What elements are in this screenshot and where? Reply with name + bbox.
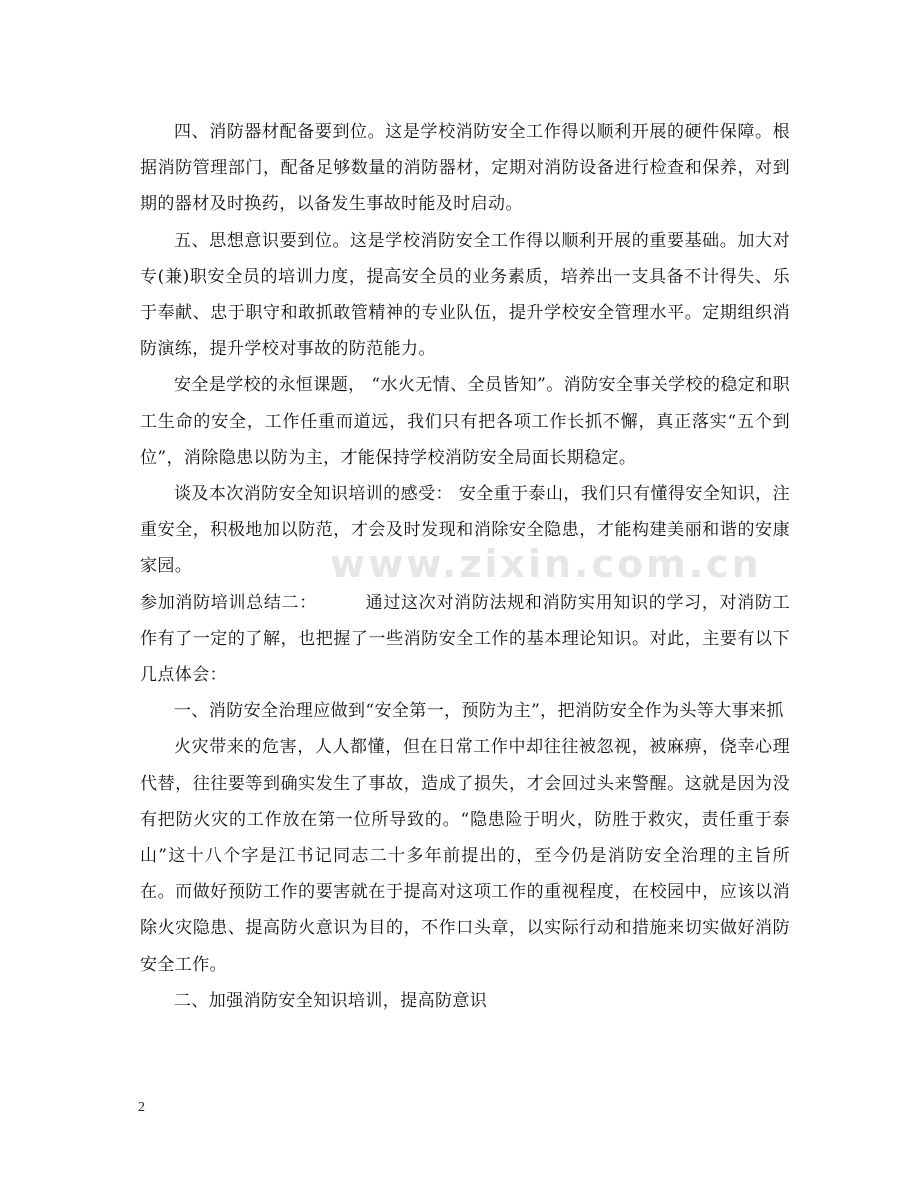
paragraph: 谈及本次消防安全知识培训的感受： 安全重于泰山，我们只有懂得安全知识，注重安全，积极地加以防范，才会及时发现和消除安全隐患，才能构建美丽和谐的安康家园。 [140,484,790,577]
paragraph: 二、加强消防安全知识培训，提高防意识 [174,990,488,1011]
paragraph: 火灾带来的危害，人人都懂，但在日常工作中却往往被忽视，被麻痹，侥幸心理代替，往往要等到确实发生了事故，造成了损失，才会回过头来警醒。这就是因为没有把防火灾的工作放在第一位所导致的。“隐患险于明火，防胜于救灾，责任重于泰山”这十八个字是江书记同志二十多年前提出的，至今仍是消防安全治理的主旨所在。而做好预防工作的要害就在于提高对这项工作的重视程度，在校园中，应该以消除火灾隐患、提高防火意识为目的，不作口头章，以实际行动和措施来切实做好消防安全工作。 [140,737,790,975]
paragraph: 安全是学校的永恒课题， “水火无情、全员皆知”。消防安全事关学校的稳定和职工生命的安全，工作任重而道远，我们只有把各项工作长抓不懈，真正落实“五个到位”，消除隐患以防为主，才能保持学校消防安全局面长期稳定。 [140,375,790,468]
paragraph: 四、消防器材配备要到位。这是学校消防安全工作得以顺利开展的硬件保障。根据消防管理部门，配备足够数量的消防器材，定期对消防设备进行检查和保养，对到期的器材及时换药，以备发生事故时能及时启动。 [140,122,790,215]
watermark-text: www.zixin.com.cn [330,542,762,586]
page-number: 2 [138,1100,145,1115]
paragraph: 一、消防安全治理应做到“安全第一，预防为主”，把消防安全作为头等大事来抓 [174,701,784,722]
section-heading-paragraph: 参加消防培训总结二： 通过这次对消防法规和消防实用知识的学习，对消防工作有了一定的了解，也把握了一些消防安全工作的基本理论知识。对此，主要有以下几点体会： [140,592,790,686]
paragraph: 五、思想意识要到位。这是学校消防安全工作得以顺利开展的重要基础。加大对专(兼)职安全员的培训力度，提高安全员的业务素质，培养出一支具备不计得失、乐于奉献、忠于职守和敢抓敢管精神的专业队伍，提升学校安全管理水平。定期组织消防演练，提升学校对事故的防范能力。 [140,230,790,360]
document-body [140,114,790,1019]
